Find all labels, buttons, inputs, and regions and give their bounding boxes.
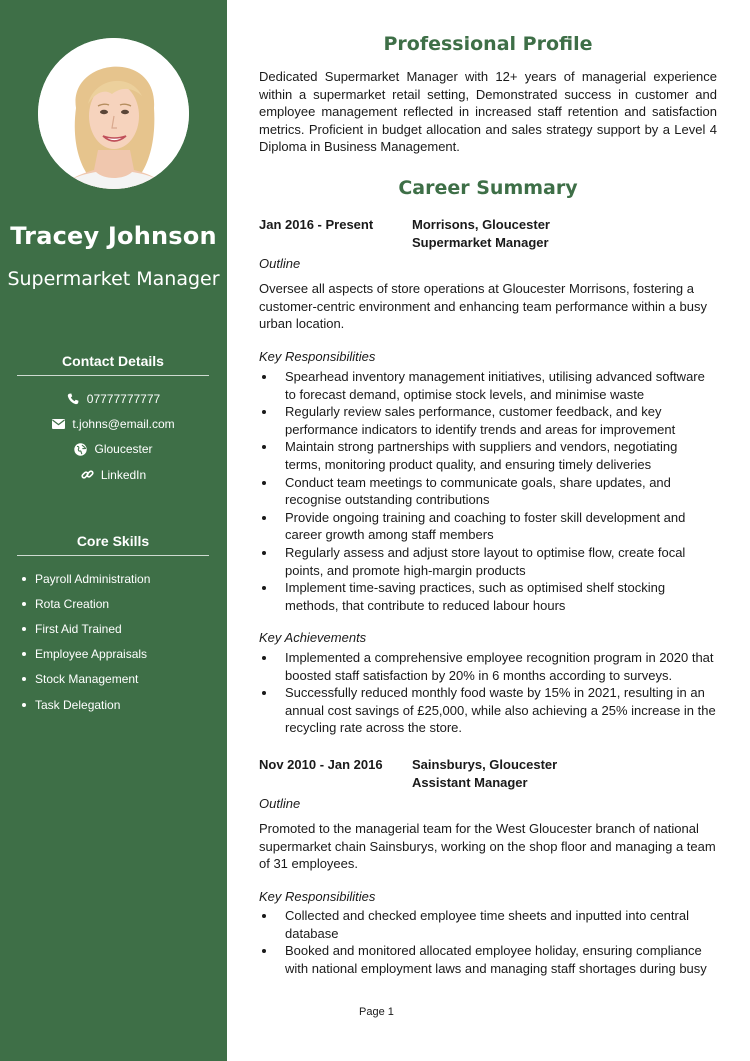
contact-linkedin[interactable]	[17, 462, 209, 487]
skill-item: First Aid Trained	[22, 616, 150, 641]
bullet-icon	[22, 577, 26, 581]
envelope-icon	[51, 417, 66, 431]
globe-icon	[73, 442, 88, 456]
list-item: Spearhead inventory management initiatives, utilising advanced software to forecast demand, optimise stock levels, and minimise waste	[259, 368, 717, 403]
skill-item: Employee Appraisals	[22, 642, 150, 667]
profile-photo	[38, 38, 189, 189]
responsibilities-label: Key Responsibilities	[259, 889, 376, 904]
contact-linkedin-text: LinkedIn	[100, 467, 147, 482]
responsibilities-label: Key Responsibilities	[259, 349, 376, 364]
contact-heading: Contact Details	[17, 353, 209, 376]
list-item: Implemented a comprehensive employee recognition program in 2020 that boosted staff satisfaction by 20% in 6 months according to surveys.	[259, 649, 717, 684]
list-item: Collected and checked employee time sheets and inputted into central database	[259, 907, 717, 942]
bullet-icon	[22, 602, 26, 606]
bullet-icon	[22, 652, 26, 656]
sidebar	[0, 0, 227, 1061]
career-heading: Career Summary	[398, 177, 578, 199]
job-dates: Nov 2010 - Jan 2016	[259, 757, 383, 772]
link-icon	[80, 468, 95, 482]
list-item: Conduct team meetings to communicate goals, share updates, and recognise outstanding contributions	[259, 474, 717, 509]
contact-list	[17, 386, 209, 487]
skill-item: Rota Creation	[22, 591, 150, 616]
page-number: Page 1	[359, 1006, 394, 1018]
skill-item: Stock Management	[22, 667, 150, 692]
bullet-icon	[22, 677, 26, 681]
achievements-label: Key Achievements	[259, 630, 367, 645]
contact-phone-text: 07777777777	[86, 391, 161, 406]
list-item: Provide ongoing training and coaching to foster skill development and career growth among staff members	[259, 509, 717, 544]
profile-text: Dedicated Supermarket Manager with 12+ years of managerial experience within a supermarket retail setting, Demonstrated success in customer and employee management reflected in increased staff retention and satisfaction metrics. Proficient in budget allocation and sales strategy support by a Level 4 Diploma in Business Management.	[259, 69, 717, 155]
job-title: Assistant Manager	[412, 775, 528, 790]
list-item: Regularly review sales performance, customer feedback, and key performance indicators to identify trends and areas for improvement	[259, 403, 717, 438]
contact-email-text: t.johns@email.com	[72, 416, 175, 431]
responsibilities-list	[259, 368, 717, 614]
bullet-icon	[22, 703, 26, 707]
list-item: Regularly assess and adjust store layout to optimise flow, create focal points, and promote high-margin products	[259, 544, 717, 579]
profile-heading: Professional Profile	[383, 33, 593, 55]
job-employer: Sainsburys, Gloucester	[412, 757, 558, 772]
job-title: Supermarket Manager	[412, 235, 549, 250]
candidate-role: Supermarket Manager	[7, 268, 220, 290]
list-item: Implement time-saving practices, such as optimised shelf stocking methods, that contribute to reduced labour hours	[259, 579, 717, 614]
outline-label: Outline	[259, 256, 301, 271]
phone-icon	[66, 392, 81, 406]
bullet-icon	[22, 627, 26, 631]
achievements-list	[259, 649, 717, 737]
skill-item: Payroll Administration	[22, 566, 150, 591]
skill-item: Task Delegation	[22, 692, 150, 717]
job-outline: Promoted to the managerial team for the West Gloucester branch of national supermarket chain Sainsburys, working on the shop floor and managing a team of 31 employees.	[259, 821, 716, 872]
skills-list	[22, 566, 150, 717]
outline-label: Outline	[259, 796, 301, 811]
contact-location-text: Gloucester	[94, 442, 153, 457]
list-item: Successfully reduced monthly food waste by 15% in 2021, resulting in an annual cost savings of £25,000, while also achieving a 25% increase in the recycling rate across the store.	[259, 684, 717, 737]
skills-heading: Core Skills	[17, 533, 209, 556]
contact-location	[17, 437, 209, 462]
responsibilities-list	[259, 907, 717, 977]
list-item: Maintain strong partnerships with suppliers and vendors, negotiating terms, monitoring product quality, and ensuring timely deliveries	[259, 438, 717, 473]
job-outline: Oversee all aspects of store operations at Gloucester Morrisons, fostering a customer-centric environment and enhancing team performance within a busy urban location.	[259, 281, 708, 332]
job-dates: Jan 2016 - Present	[259, 217, 374, 232]
list-item: Booked and monitored allocated employee holiday, ensuring compliance with national employment laws and managing staff shortages during busy	[259, 942, 717, 977]
candidate-name: Tracey Johnson	[10, 222, 217, 250]
contact-email[interactable]	[17, 411, 209, 436]
contact-phone[interactable]	[17, 386, 209, 411]
job-employer: Morrisons, Gloucester	[412, 217, 550, 232]
